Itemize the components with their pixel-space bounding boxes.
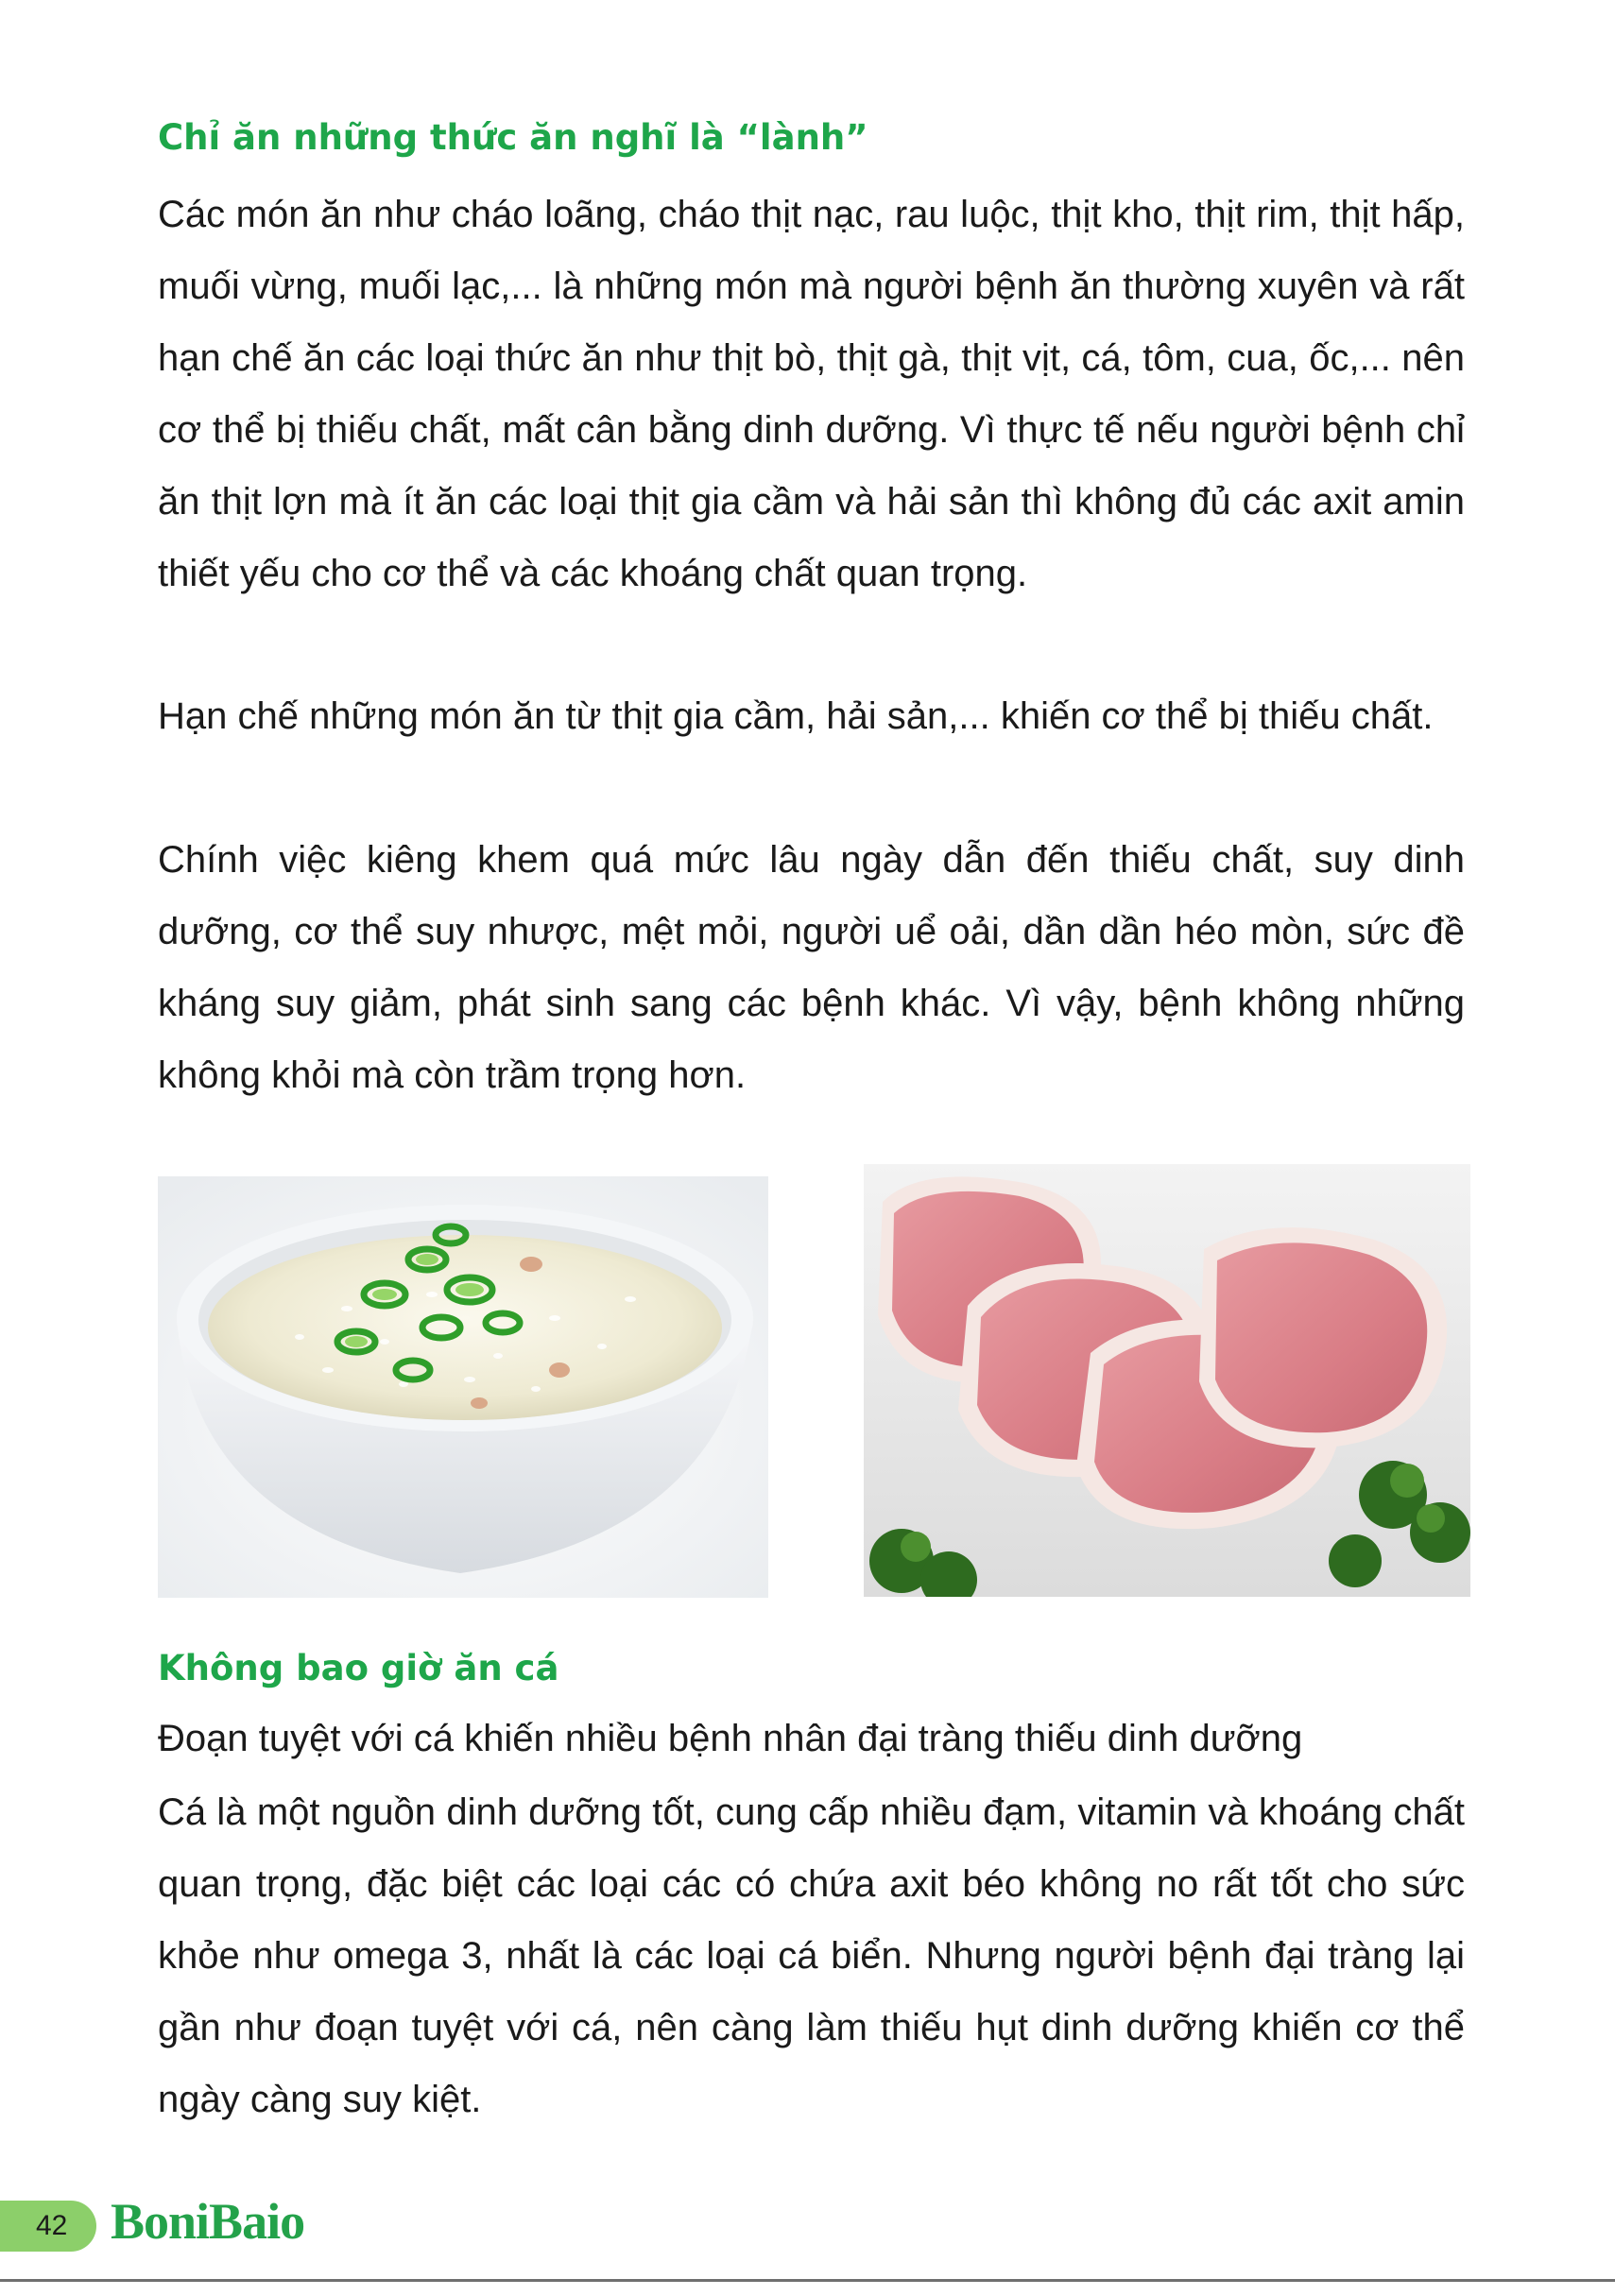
page-number: 42 xyxy=(36,2210,68,2241)
paragraph-fish-subtitle: Đoạn tuyệt với cá khiến nhiều bệnh nhân đại tràng thiếu dinh dưỡng xyxy=(158,1718,1303,1759)
sliced-pork-photo xyxy=(864,1164,1470,1597)
section-heading-no-fish: Không bao giờ ăn cá xyxy=(158,1648,559,1688)
paragraph-fish-benefits: Cá là một nguồn dinh dưỡng tốt, cung cấp nhiều đạm, vitamin và khoáng chất quan trọng, đặc biệt các loại các có chứa axit béo không no rất tốt cho sức khỏe như omega 3, nhất là các loại cá biển. Nhưng người bệnh đại tràng lại gần như đoạn tuyệt với cá, nên càng làm thiếu hụt dinh dưỡng khiến cơ thể ngày càng suy kiệt. xyxy=(158,1791,1465,2120)
paragraph-diet-description: Các món ăn như cháo loãng, cháo thịt nạc, rau luộc, thịt kho, thịt rim, thịt hấp, muối vừng, muối lạc,... là những món mà người bệnh ăn thường xuyên và rất hạn chế ăn các loại thức ăn như thịt bò, thịt gà, thịt vịt, cá, tôm, cua, ốc,... nên cơ thể bị thiếu chất, mất cân bằng dinh dưỡng. Vì thực tế nếu người bệnh chỉ ăn thịt lợn mà ít ăn các loại thịt gia cầm và hải sản thì không đủ các axit amin thiết yếu cho cơ thể và các khoáng chất quan trọng. xyxy=(158,194,1465,594)
paragraph-poultry-limit: Hạn chế những món ăn từ thịt gia cầm, hải sản,... khiến cơ thể bị thiếu chất. xyxy=(158,695,1434,737)
sliced-pork-illustration xyxy=(864,1164,1470,1597)
bottom-divider xyxy=(0,2279,1615,2282)
porridge-bowl-photo xyxy=(158,1176,768,1598)
brand-logo: BoniBaio xyxy=(111,2193,305,2250)
paragraph-consequences: Chính việc kiêng khem quá mức lâu ngày dẫn đến thiếu chất, suy dinh dưỡng, cơ thể suy nhược, mệt mỏi, người uể oải, dần dần héo mòn, sức đề kháng suy giảm, phát sinh sang các bệnh khác. Vì vậy, bệnh không những không khỏi mà còn trầm trọng hơn. xyxy=(158,839,1465,1096)
section-heading-healthy-foods: Chỉ ăn những thức ăn nghĩ là “lành” xyxy=(158,117,868,158)
porridge-bowl-illustration xyxy=(158,1176,768,1598)
